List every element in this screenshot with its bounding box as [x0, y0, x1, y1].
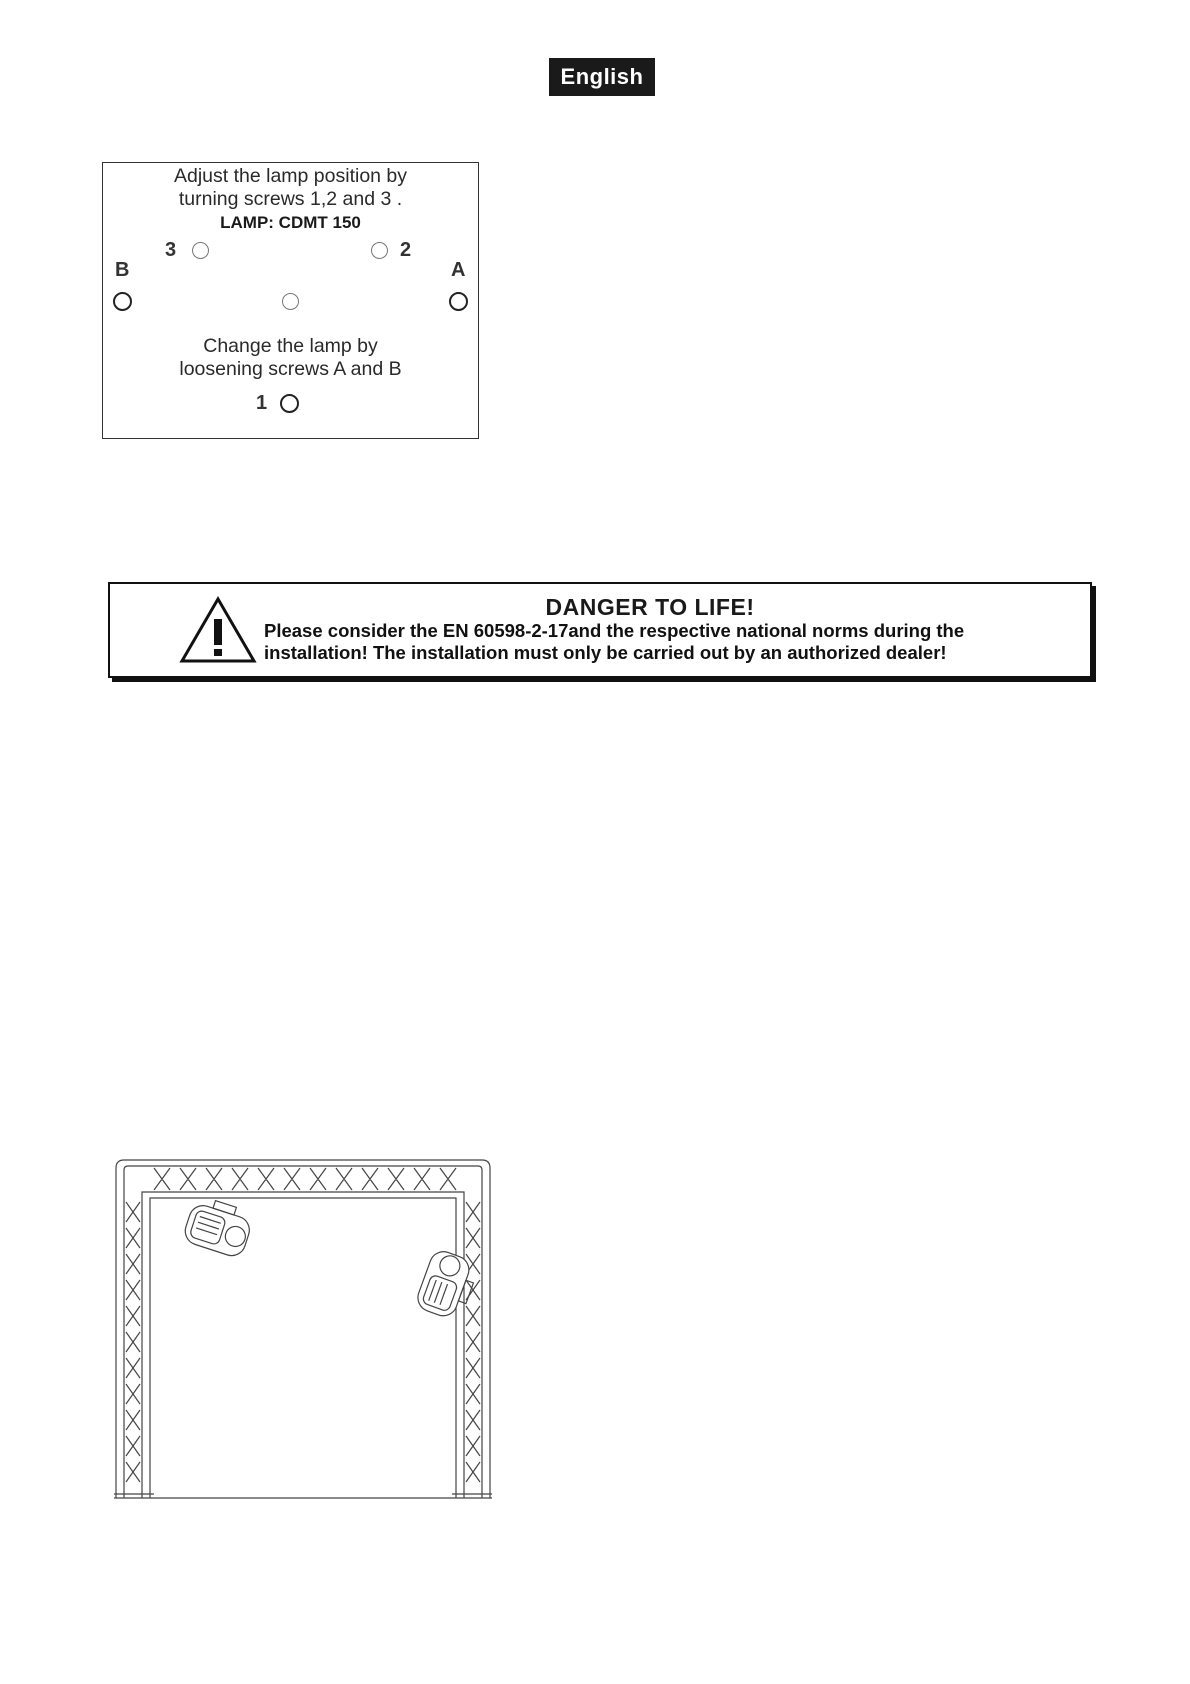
screw-b-icon	[113, 292, 132, 311]
danger-warning-box	[108, 582, 1092, 678]
adjust-instruction-line2: turning screws 1,2 and 3 .	[178, 188, 403, 210]
lamp-type-label: LAMP: CDMT 150	[220, 213, 361, 232]
lamp-adjustment-diagram	[102, 162, 479, 439]
warning-title: DANGER TO LIFE!	[545, 594, 755, 620]
screw-3-icon	[192, 242, 209, 259]
adjust-instruction-line1: Adjust the lamp position by	[173, 165, 408, 187]
lamp-center-icon	[282, 293, 299, 310]
screw-a-label: A	[451, 259, 466, 281]
screw-a-icon	[449, 292, 468, 311]
screw-1-label: 1	[256, 392, 268, 414]
warning-text	[264, 620, 1084, 664]
screw-3-label: 3	[165, 239, 177, 261]
change-instruction-line2: loosening screws A and B	[179, 358, 402, 380]
change-instruction-line1: Change the lamp by	[203, 335, 378, 357]
truss-with-moving-heads-illustration	[114, 1158, 494, 1504]
warning-line1: Please consider the EN 60598-2-17and the respective national norms during the	[264, 620, 965, 641]
screw-1-icon	[280, 394, 299, 413]
screw-b-label: B	[115, 259, 130, 281]
language-badge: English	[549, 58, 655, 96]
screw-2-label: 2	[400, 239, 412, 261]
screw-2-icon	[371, 242, 388, 259]
warning-line2: installation! The installation must only be carried out by an authorized dealer!	[264, 642, 947, 663]
